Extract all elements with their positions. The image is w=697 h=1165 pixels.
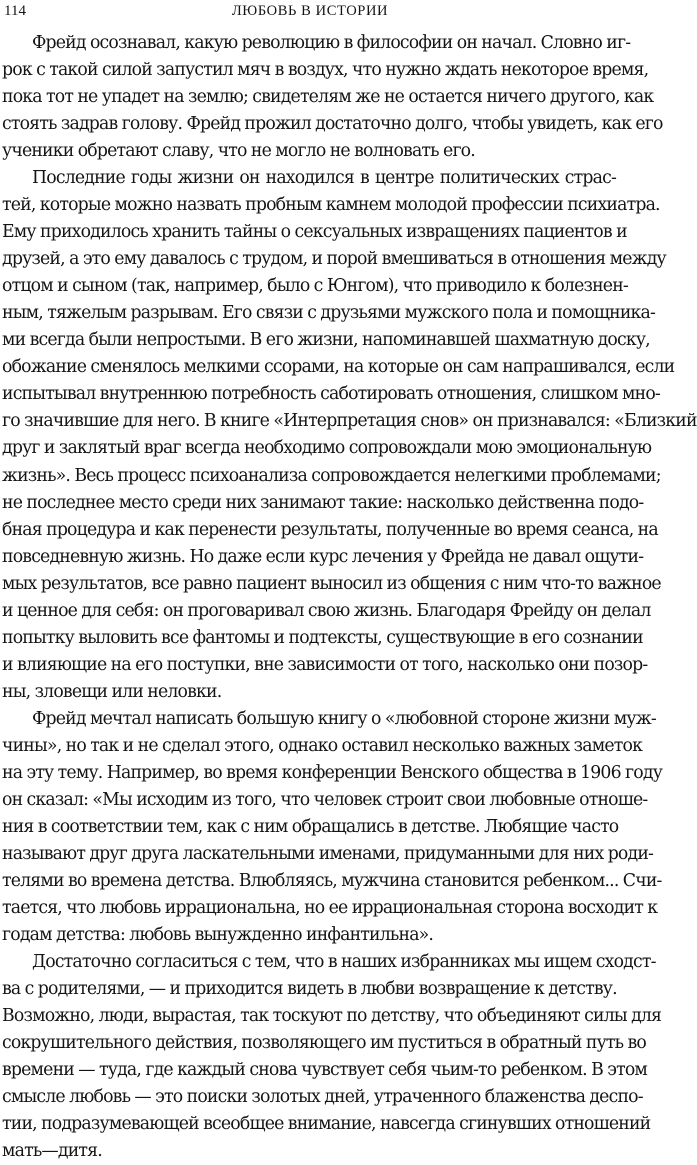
text-line: тается, что любовь иррациональна, но ее иррациональная сторона восходит к [2, 898, 658, 918]
text-line: ния в соответствии тем, как с ним обращались в детстве. Любящие часто [2, 816, 619, 837]
text-line: друзей, а это ему давалось с трудом, и порой вмешиваться в отношения между [2, 249, 666, 270]
text-line: смысле любовь — это поиски золотых дней, утраченного блаженства деспо- [2, 1087, 643, 1108]
text-line: стоять задрав голову. Фрейд прожил достаточно долго, чтобы увидеть, как его [2, 114, 663, 135]
text-line: испытывал внутреннюю потребность саботировать отношения, слишком мно- [2, 384, 660, 405]
text-line: попытку выловить все фантомы и подтексты, существующие в его сознании [2, 627, 643, 648]
text-line: жизнь». Весь процесс психоанализа сопровождается нелегкими проблемами; [2, 465, 661, 486]
page-number: 114 [4, 3, 26, 19]
text-line: ным, тяжелым разрывам. Его связи с друзьями мужского пола и помощника- [2, 303, 656, 324]
text-line: и ценное для себя: он проговаривал свою жизнь. Благодаря Фрейду он делал [2, 600, 651, 621]
text-line: обожание сменялось мелкими ссорами, на которые он сам напрашивался, если [2, 357, 675, 378]
text-line: Фрейд мечтал написать большую книгу о «любовной стороне жизни муж- [32, 708, 656, 729]
text-line: Возможно, люди, вырастая, так тоскуют по детству, что объединяют силы для [2, 1006, 662, 1027]
text-line: пока тот не упадет на землю; свидетелям же не остается ничего другого, как [2, 87, 654, 108]
text-line: повседневную жизнь. Но даже если курс лечения у Фрейда не давал ощути- [2, 546, 644, 567]
text-line: го значившие для него. В книге «Интерпретация снов» он признавался: «Близкий [2, 411, 697, 432]
text-line: он сказал: «Мы исходим из того, что человек строит свои любовные отноше- [2, 789, 648, 810]
text-line: ученики обретают славу, что не могло не волновать его. [2, 141, 475, 162]
text-line: ва с родителями, — и приходится видеть в любви возвращение к детству. [2, 979, 617, 1000]
text-line: Фрейд осознавал, какую революцию в философии он начал. Словно иг- [32, 33, 631, 53]
text-line: телями во времена детства. Влюбляясь, мужчина становится ребенком... Счи- [2, 870, 662, 891]
text-line: и влияющие на его поступки, вне зависимости от того, насколько они позор- [2, 654, 648, 675]
text-line: мых результатов, все равно пациент выносил из общения с ним что-то важное [2, 573, 661, 594]
text-line: бная процедура и как перенести результаты, полученные во время сеанса, на [2, 519, 658, 540]
text-line: ми всегда были непростыми. В его жизни, напоминавшей шахматную доску, [2, 330, 650, 351]
text-line: не последнее место среди них занимают такие: насколько действенна подо- [2, 492, 644, 513]
text-line: времени — туда, где каждый снова чувствует себя чьим-то ребенком. В этом [2, 1060, 648, 1081]
text-line: отцом и сыном (так, например, было с Юнгом), что приводило к болезнен- [2, 276, 628, 297]
text-line: годам детства: любовь вынужденно инфантильна». [2, 925, 434, 946]
text-line: тей, которые можно назвать пробным камнем молодой профессии психиатра. [2, 195, 660, 216]
text-line: называют друг друга ласкательными именами, придуманными для них роди- [2, 843, 654, 864]
text-line: Достаточно согласиться с тем, что в наших избранниках мы ищем сходст- [32, 952, 656, 973]
text-line: Ему приходилось хранить тайны о сексуальных извращениях пациентов и [2, 222, 627, 243]
text-line: мать—дитя. [2, 1141, 102, 1162]
text-line: чины», но так и не сделал этого, однако оставил несколько важных заметок [2, 735, 643, 756]
text-line: сокрушительного действия, позволяющего им пуститься в обратный путь во [2, 1033, 647, 1054]
text-line: ны, зловещи или неловки. [2, 681, 222, 702]
page-header [4, 2, 616, 22]
text-line: тии, подразумевающей всеобщее внимание, навсегда сгинувших отношений [2, 1114, 651, 1135]
text-line: друг и заклятый враг всегда необходимо сопровождали мою эмоциональную [2, 438, 652, 459]
body-text [2, 30, 697, 1165]
running-title: ЛЮБОВЬ В ИСТОРИИ [231, 3, 389, 19]
text-line: на эту тему. Например, во время конференции Венского общества в 1906 году [2, 762, 663, 783]
text-line: Последние годы жизни он находился в центре политических страс- [32, 168, 616, 189]
text-line: рок с такой силой запустил мяч в воздух, что нужно ждать некоторое время, [2, 60, 649, 81]
